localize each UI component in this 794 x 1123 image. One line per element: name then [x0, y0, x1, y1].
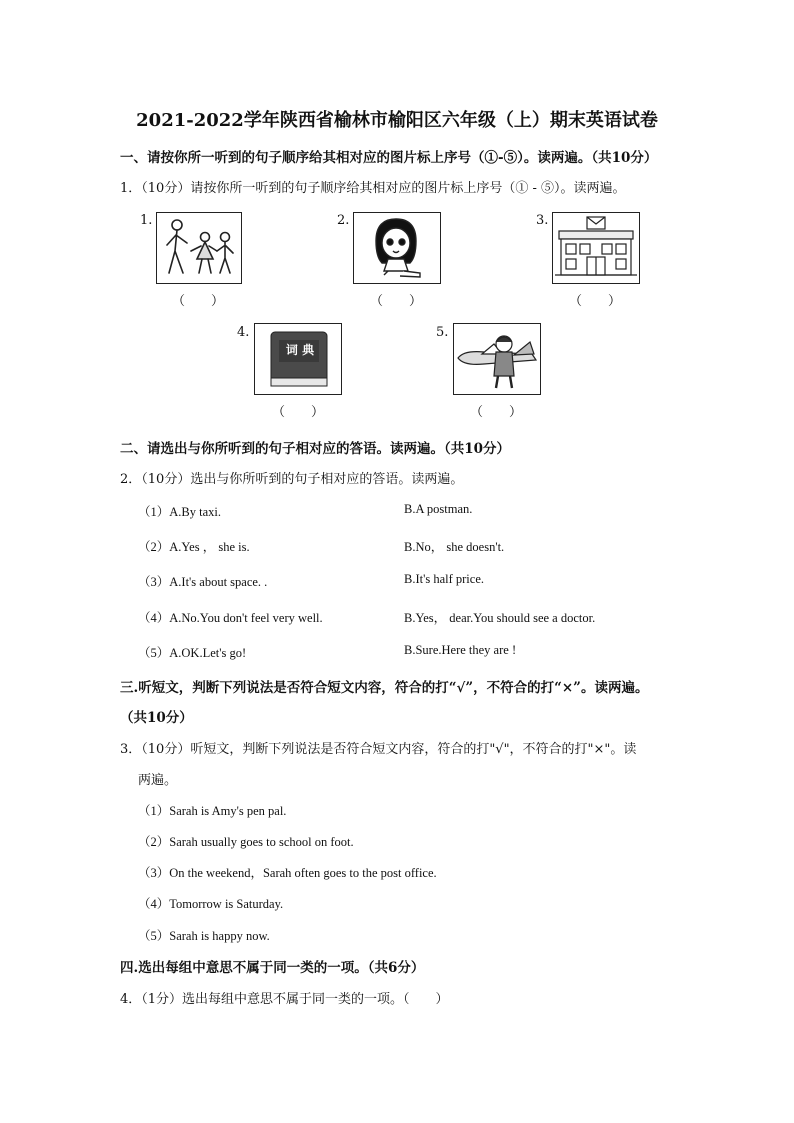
- section-4-heading: 四.选出每组中意思不属于同一类的一项。（共6分）: [120, 960, 425, 976]
- q2-item-1-option-a[interactable]: （1）A.By taxi.: [138, 505, 221, 519]
- q3-statement-2: （2）Sarah usually goes to school on foot.: [138, 835, 354, 849]
- q3-statement-4: （4）Tomorrow is Saturday.: [138, 897, 284, 911]
- picture-3-number: 3.: [536, 213, 549, 228]
- q2-item-5-option-b[interactable]: B.Sure.Here they are !: [404, 643, 517, 657]
- picture-1-answer[interactable]: （ ）: [172, 294, 225, 309]
- question-4: 4．（1分）选出每组中意思不属于同一类的一项。（ ）: [120, 992, 449, 1007]
- q3-statement-3: （3）On the weekend，Sarah often goes to the post office.: [138, 866, 437, 880]
- section-3-heading: 三.听短文，判断下列说法是否符合短文内容，符合的打“√”，不符合的打“×”。读两遍。: [120, 680, 649, 696]
- picture-5-answer[interactable]: （ ）: [470, 405, 523, 420]
- q2-item-2-option-a[interactable]: （2）A.Yes ， she is.: [138, 540, 250, 554]
- picture-2-frame: [353, 212, 441, 284]
- q3-statement-5: （5）Sarah is happy now.: [138, 929, 270, 943]
- picture-5-number: 5.: [436, 325, 449, 340]
- picture-3-frame: [552, 212, 640, 284]
- question-2: 2．（10分）选出与你所听到的句子相对应的答语。读两遍。: [120, 472, 464, 487]
- q2-item-3-option-b[interactable]: B.It's half price.: [404, 572, 485, 586]
- section-3-heading-points: （共10分）: [120, 710, 193, 726]
- q2-item-4-option-a[interactable]: （4）A.No.You don't feel very well.: [138, 611, 323, 625]
- picture-5-frame: [453, 323, 541, 395]
- picture-2-answer[interactable]: （ ）: [370, 294, 423, 309]
- girl-sitting-icon: [354, 213, 440, 283]
- q2-item-4-option-b[interactable]: B.Yes， dear.You should see a doctor.: [404, 611, 596, 625]
- pilot-and-jet-icon: [454, 324, 540, 394]
- dictionary-book-label: 词 典: [285, 343, 315, 357]
- picture-4-number: 4.: [237, 325, 250, 340]
- question-1: 1．（10分）请按你所一听到的句子顺序给其相对应的图片标上序号（① - ⑤）。读两遍。: [120, 181, 626, 196]
- picture-3-answer[interactable]: （ ）: [569, 294, 622, 309]
- q2-item-1-option-b[interactable]: B.A postman.: [404, 502, 473, 516]
- page-title: 2021-2022学年陕西省榆林市榆阳区六年级（上）期末英语试卷: [136, 110, 658, 131]
- dictionary-book-icon: [255, 324, 341, 394]
- question-3-continued: 两遍。: [138, 773, 178, 788]
- section-1-heading: 一、请按你所一听到的句子顺序给其相对应的图片标上序号（①-⑤）。读两遍。（共10分）: [120, 150, 658, 166]
- post-office-building-icon: [553, 213, 639, 283]
- picture-4-frame: [254, 323, 342, 395]
- picture-1-frame: [156, 212, 242, 284]
- q2-item-5-option-a[interactable]: （5）A.OK.Let's go!: [138, 646, 247, 660]
- q2-item-3-option-a[interactable]: （3）A.It's about space. .: [138, 575, 268, 589]
- question-3: 3．（10分）听短文，判断下列说法是否符合短文内容，符合的打"√"，不符合的打"×"。读: [120, 742, 637, 757]
- walking-family-icon: [157, 213, 241, 283]
- picture-1-number: 1.: [140, 213, 153, 228]
- picture-4-answer[interactable]: （ ）: [272, 405, 325, 420]
- section-2-heading: 二、请选出与你所听到的句子相对应的答语。读两遍。（共10分）: [120, 441, 511, 457]
- q2-item-2-option-b[interactable]: B.No， she doesn't.: [404, 540, 505, 554]
- picture-2-number: 2.: [337, 213, 350, 228]
- q3-statement-1: （1）Sarah is Amy's pen pal.: [138, 804, 287, 818]
